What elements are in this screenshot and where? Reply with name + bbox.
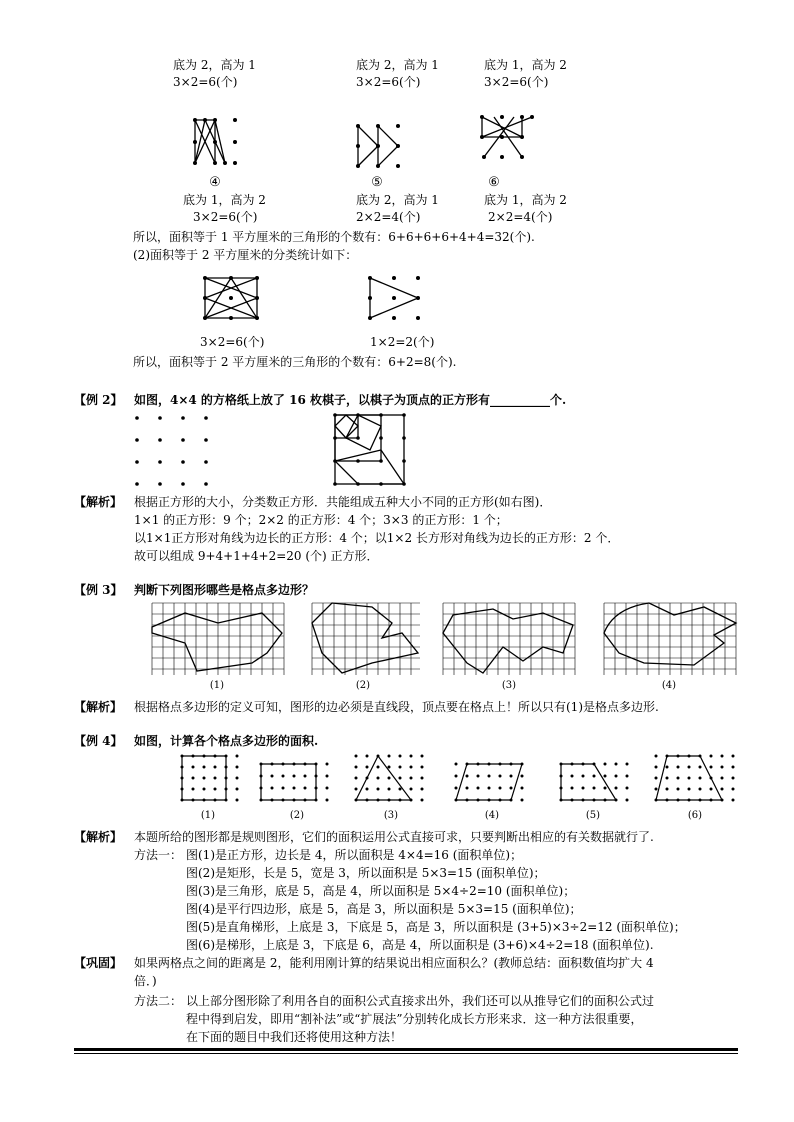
figure-6-line1: 底为 1，高为 2 (484, 193, 567, 207)
ex4-label-5: (5) (585, 810, 601, 821)
ex3-figure-2 (312, 603, 420, 675)
ex4-figure-4 (452, 760, 532, 808)
ex3-label-1: (1) (209, 680, 225, 691)
ex2-question: 如图，4×4 的方格纸上放了 16 枚棋子，以棋子为顶点的正方形有__________个. (134, 393, 567, 407)
sol2-tag: 【解析】 (74, 495, 123, 509)
sol2-line-1: 根据正方形的大小，分类数正方形．共能组成五种大小不同的正方形(如右图)． (134, 495, 552, 509)
caption-1-line1: 底为 2，高为 1 (173, 58, 256, 72)
ex2-blank: __________ (490, 393, 550, 407)
area2-caption-1: 3×2=6(个) (200, 335, 265, 349)
figure-6-number: ⑥ (488, 175, 500, 190)
consolidate-line2: 倍．) (134, 974, 157, 988)
method2-line2: 程中得到启发，即用“割补法”或“扩展法”分别转化成长方形来求．这一种方法很重要， (186, 1012, 643, 1026)
area1-summary: 所以，面积等于 1 平方厘米的三角形的个数有：6+6+6+6+4+4=32(个). (133, 230, 535, 244)
sol4-intro: 本题所给的图形都是规则图形，它们的面积运用公式直接可求，只要判断出相应的有关数据就行了. (134, 830, 654, 844)
ex4-label-6: (6) (687, 810, 703, 821)
figure-5-diagram (350, 120, 410, 172)
ex2-tag: 【例 2】 (74, 393, 123, 407)
sol4-line-3: 图(3)是三角形，底是 5，高是 4，所以面积是 5×4÷2=10 (面积单位)； (186, 884, 576, 898)
ex4-figure-6 (652, 752, 738, 810)
ex3-figure-3 (443, 603, 575, 675)
sol4-line-1: 图(1)是正方形，边长是 4，所以面积是 4×4=16 (面积单位)； (186, 848, 523, 862)
area2-caption-2: 1×2=2(个) (370, 335, 435, 349)
ex4-figure-1 (178, 752, 240, 810)
area2-figure-2 (362, 272, 432, 327)
ex3-label-4: (4) (661, 680, 677, 691)
caption-3-line2: 3×2=6(个) (484, 75, 549, 89)
sol2-line-4: 故可以组成 9+4+1+4+2=20 (个) 正方形． (134, 549, 379, 563)
figure-5-line1: 底为 2，高为 1 (356, 193, 439, 207)
figure-4-line2: 3×2=6(个) (193, 210, 258, 224)
figure-5-line2: 2×2=4(个) (356, 210, 421, 224)
ex2-squares-diagram (330, 410, 410, 490)
ex4-figure-5 (557, 760, 631, 808)
ex3-label-2: (2) (355, 680, 371, 691)
sol2-line-3: 以1×1正方形对角线为边长的正方形：4 个；以1×2 长方形对角线为边长的正方形：2 个． (134, 531, 620, 545)
ex4-figure-3 (352, 752, 426, 810)
sol2-line-2: 1×1 的正方形：9 个；2×2 的正方形：4 个；3×3 的正方形：1 个； (134, 513, 508, 527)
ex4-figure-2 (257, 760, 329, 808)
figure-6-diagram (474, 110, 544, 165)
ex4-tag: 【例 4】 (74, 734, 123, 748)
ex4-question: 如图，计算各个格点多边形的面积. (134, 734, 319, 748)
sol3-text: 根据格点多边形的定义可知，图形的边必须是直线段，顶点要在格点上！所以只有(1)是格点多边形. (134, 700, 659, 714)
ex4-label-3: (3) (383, 810, 399, 821)
sol4-tag: 【解析】 (74, 830, 123, 844)
consolidate-line1: 如果两格点之间的距离是 2，能利用刚计算的结果说出相应面积么？(教师总结：面积数值均扩大 4 (134, 956, 654, 970)
sol3-tag: 【解析】 (74, 700, 123, 714)
method2-label: 方法二： (134, 994, 183, 1008)
caption-1-line2: 3×2=6(个) (173, 75, 238, 89)
sol4-method1-label: 方法一： (134, 848, 183, 862)
sol4-line-5: 图(5)是直角梯形，上底是 3，下底是 5，高是 3，所以面积是 (3+5)×3÷2=12 (面积单位)； (186, 920, 686, 934)
method2-line1: 以上部分图形除了利用各自的面积公式直接求出外，我们还可以从推导它们的面积公式过 (186, 994, 655, 1008)
caption-2-line2: 3×2=6(个) (356, 75, 421, 89)
ex3-question: 判断下列图形哪些是格点多边形？ (134, 583, 315, 597)
ex4-label-1: (1) (200, 810, 216, 821)
sol4-line-4: 图(4)是平行四边形，底是 5，高是 3，所以面积是 5×3=15 (面积单位)； (186, 902, 582, 916)
ex3-figure-1 (152, 603, 284, 675)
consolidate-tag: 【巩固】 (74, 956, 123, 970)
footer-rule-thin (74, 1053, 738, 1054)
figure-4-diagram (185, 115, 245, 170)
ex3-figure-4 (604, 603, 736, 675)
area2-heading: (2)面积等于 2 平方厘米的分类统计如下： (133, 248, 358, 262)
figure-4-number: ④ (209, 175, 221, 190)
ex3-label-3: (3) (501, 680, 517, 691)
sol4-line-6: 图(6)是梯形，上底是 3，下底是 6，高是 4，所以面积是 (3+6)×4÷2=18 (面积单位). (186, 938, 654, 952)
figure-4-line1: 底为 1，高为 2 (183, 193, 266, 207)
sol4-line-2: 图(2)是矩形，长是 5，宽是 3，所以面积是 5×3=15 (面积单位)； (186, 866, 546, 880)
ex2-dot-grid (132, 413, 212, 493)
ex3-tag: 【例 3】 (74, 583, 123, 597)
area2-summary: 所以，面积等于 2 平方厘米的三角形的个数有：6+2=8(个). (133, 355, 457, 369)
figure-5-number: ⑤ (371, 175, 383, 190)
figure-6-line2: 2×2=4(个) (488, 210, 553, 224)
ex4-label-2: (2) (289, 810, 305, 821)
caption-3-line1: 底为 1，高为 2 (484, 58, 567, 72)
ex4-label-4: (4) (484, 810, 500, 821)
footer-rule-thick (74, 1048, 738, 1051)
method2-line3: 在下面的题目中我们还将使用这种方法！ (186, 1030, 403, 1044)
caption-2-line1: 底为 2，高为 1 (356, 58, 439, 72)
area2-figure-1 (197, 272, 267, 327)
